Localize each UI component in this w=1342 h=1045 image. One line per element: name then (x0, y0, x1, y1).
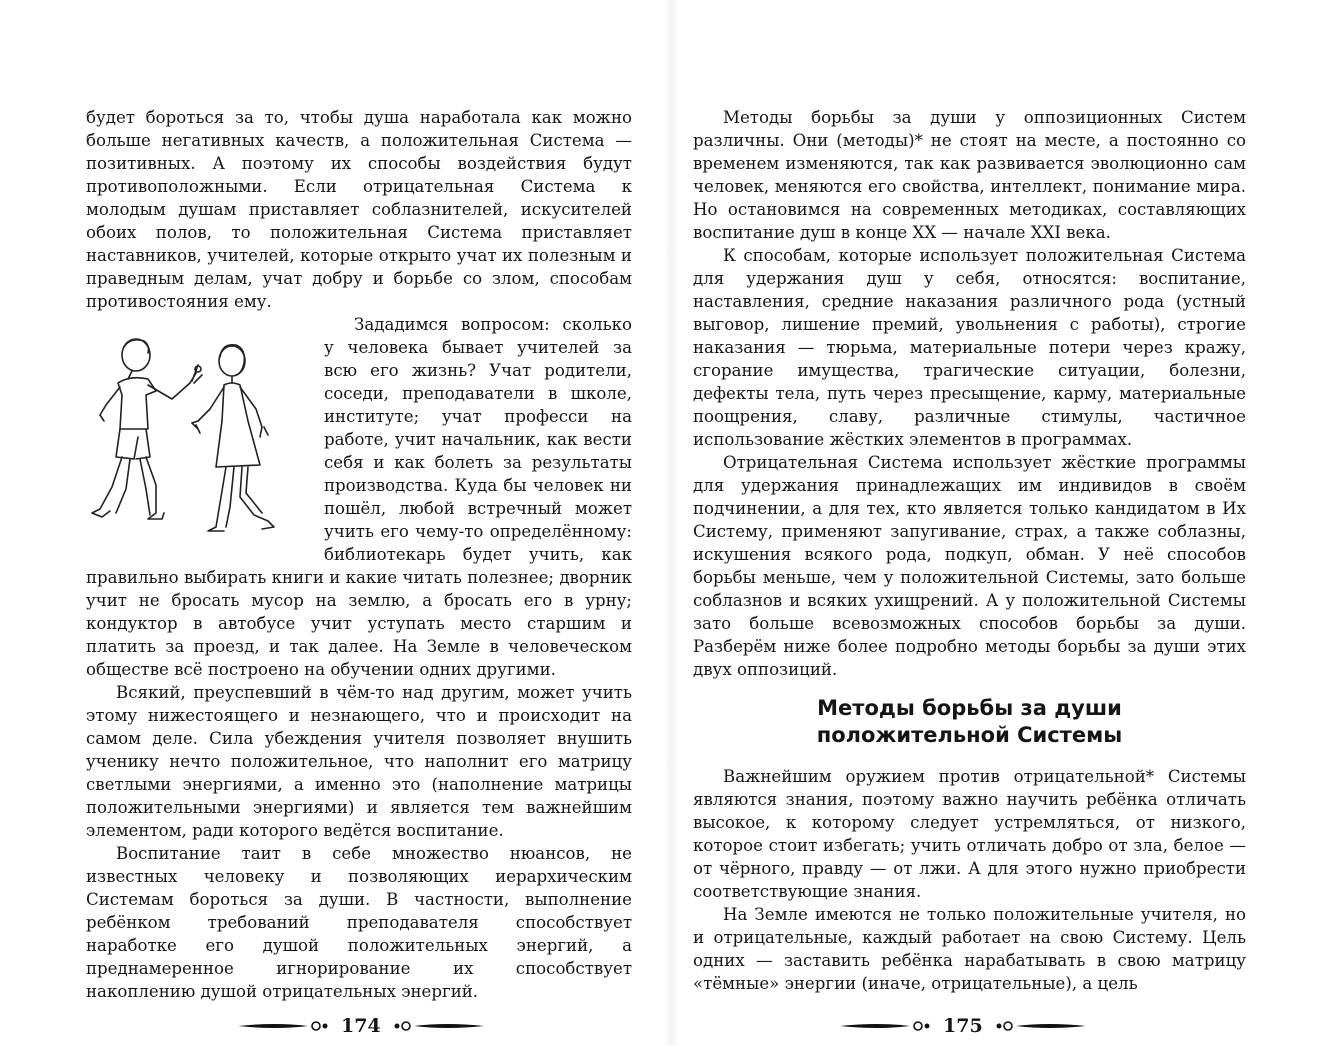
page-number-left: 174 (341, 1015, 381, 1037)
section-heading-line-1: Методы борьбы за души (817, 696, 1122, 720)
boy-and-girl-drawing (86, 317, 318, 553)
left-ornament-icon (236, 1018, 331, 1034)
section-heading (693, 695, 1246, 749)
left-ornament-icon (838, 1018, 933, 1034)
right-paragraph-3: Отрицательная Система использует жёсткие программы для удержания принадлежащих им индивидов в своём подчинении, а для тех, кто является только кандидатом в Их Систему, применяют запугивание, страх, а также соблазны, искушения всякого рода, подкуп, обман. У неё способов борьбы меньше, чем у положительной Системы, зато больше соблазнов и всяких ухищрений. А у положительной Системы зато больше всевозможных способов борьбы за души. Разберём ниже более подробно методы борьбы за души этих двух оппозиций. (693, 453, 1246, 679)
right-paragraph-1: Методы борьбы за души у оппозиционных Систем различны. Они (методы)* не стоят на месте, а постоянно со временем изменяются, так как развивается эволюционно сам человек, меняются его свойства, интеллект, понимание мира. Но остановимся на современных методиках, составляющих воспитание душ в конце XX — начале XXI века. (693, 108, 1246, 242)
right-folio (838, 1014, 1088, 1038)
right-paragraph-2: К способам, которые использует положительная Система для удержания душ у себя, относятся: воспитание, наставления, средние наказания различного рода (устный выговор, лишение премий, увольнения с работы), строгие наказания — тюрьма, материальные потери через кражу, сгорание имущества, трагические ситуации, болезни, дефекты тела, путь через пресыщение, карму, материальные поощрения, славу, различные стимулы, частичное использование жёстких элементов в программах. (693, 246, 1246, 449)
page-number-right: 175 (943, 1015, 983, 1037)
right-paragraph-4: Важнейшим оружием против отрицательной* Системы являются знания, поэтому важно научить ребёнка отличать высокое, к которому следует устремляться, от низкого, которое стоит избегать; учить отличать добро от зла, белое — от чёрного, правду — от лжи. А для этого нужно приобрести соответствующие знания. (693, 767, 1246, 901)
girl-figure (192, 345, 274, 531)
children-illustration (86, 317, 318, 553)
section-heading-line-2: положительной Системы (816, 723, 1123, 747)
left-paragraph-3: Всякий, преуспевший в чём-то над другим, может учить этому нижестоящего и незнающего, что и происходит на самом деле. Сила убеждения учителя позволяет внушить ученику нечто положительное, что наполнит его матрицу светлыми энергиями, а именно это (наполнение матрицы положительными энергиями) и является тем важнейшим элементом, ради которого ведётся воспитание. (86, 683, 632, 840)
left-paragraph-with-figure (86, 313, 632, 681)
left-text-block (86, 106, 632, 1003)
right-ornament-icon (391, 1018, 486, 1034)
right-ornament-icon (993, 1018, 1088, 1034)
left-folio (236, 1014, 486, 1038)
right-text-block (693, 106, 1246, 995)
right-paragraph-5: На Земле имеются не только положительные учителя, но и отрицательные, каждый работает на свою Систему. Цель одних — заставить ребёнка нарабатывать в свою матрицу «тёмные» энергии (иначе, отрицательные), а цель (693, 905, 1246, 993)
left-paragraph-2-text: Зададимся вопросом: сколько у человека бывает учителей за всю его жизнь? Учат родители, соседи, преподаватели в школе, институте; учат професси на работе, учит начальник, как вести себя и как болеть за результаты производства. Куда бы человек ни пошёл, любой встречный может учить его чему-то определённому: библиотекарь будет учить, как правильно выбирать книги и какие читать полезнее; дворник учит не бросать мусор на землю, а бросать его в урну; кондуктор в автобусе учит уступать место старшим и платить за проезд, и так далее. На Земле в человеческом обществе всё построено на обучении одних другими. (86, 315, 632, 679)
left-paragraph-4: Воспитание таит в себе множество нюансов, не известных человеку и позволяющих иерархическим Системам бороться за души. В частности, выполнение ребёнком требований преподавателя способствует наработке его душой положительных энергий, а преднамеренное игнорирование их способствует накоплению душой отрицательных энергий. (86, 844, 632, 1001)
boy-figure (92, 339, 202, 519)
left-paragraph-1: будет бороться за то, чтобы душа наработала как можно больше негативных качеств, а положительная Система — позитивных. А поэтому их способы воздействия будут противоположными. Если отрицательная Система к молодым душам приставляет соблазнителей, искусителей обоих полов, то положительная Система приставляет наставников, учителей, которые открыто учат их полезным и праведным делам, учат добру и борьбе со злом, способам противостояния ему. (86, 108, 632, 311)
right-page (671, 0, 1342, 1045)
